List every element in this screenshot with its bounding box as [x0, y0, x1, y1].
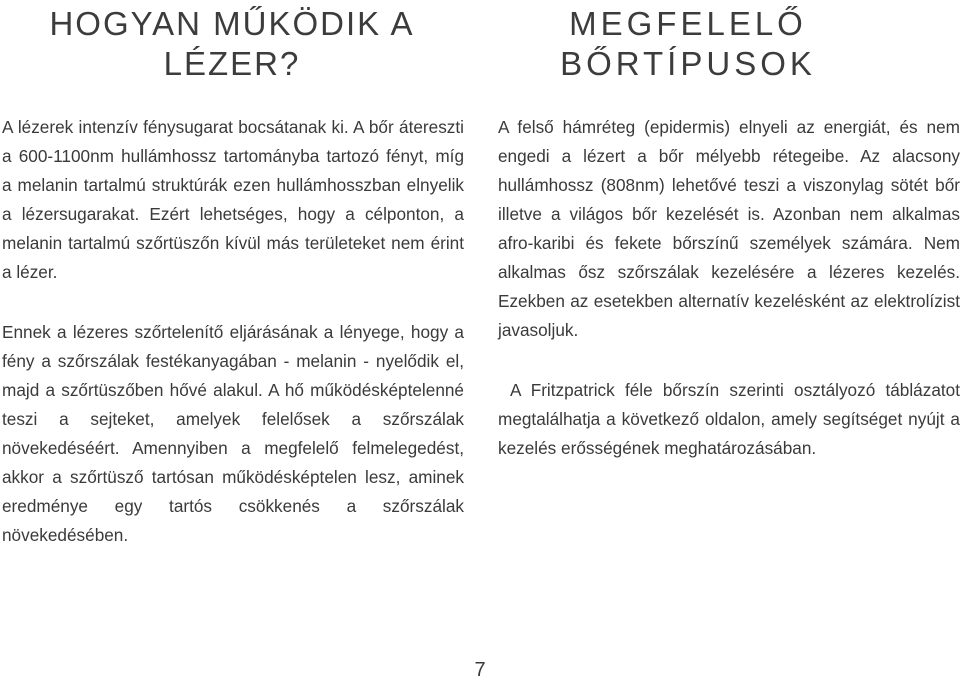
right-paragraph-1: A felső hámréteg (epidermis) elnyeli az energiát, és nem engedi a lézert a bőr mélyebb rétegeibe. Az alacsony hullámhossz (808nm) lehetővé teszi a viszonylag sötét bőr illetve a világos bőr kezelését is. Azonban nem alkalmas afro-karibi és fekete bőrszínű személyek számára. Nem alkalmas ősz szőrszálak kezelésére a lézeres kezelés. Ezekben az esetekben alternatív kezelésként az elektrolízist javasoljuk. — [498, 117, 960, 340]
left-paragraph-2: Ennek a lézeres szőrtelenítő eljárásának a lényege, hogy a fény a szőrszálak festékanyagában - melanin - nyelődik el, majd a szőrtüszőben hővé alakul. A hő működésképtelenné teszi a sejteket, amelyek felelősek a szőrszálak növekedéséért. Amennyiben a megfelelő felmelegedést, akkor a szőrtüsző tartósan működésképtelen lesz, aminek eredménye egy tartós csökkenés a szőrszálak növekedésében. — [2, 322, 464, 545]
right-heading-line2: BŐRTÍPUSOK — [560, 45, 816, 82]
left-heading-line2: LÉZER? — [163, 45, 301, 82]
right-heading — [498, 0, 878, 84]
right-heading-line1: MEGFELELŐ — [569, 5, 807, 42]
left-heading — [2, 0, 462, 84]
page-number: 7 — [474, 659, 486, 681]
left-heading-line1: HOGYAN MŰKÖDIK A — [49, 5, 415, 42]
right-paragraph-2: A Fritzpatrick féle bőrszín szerinti osztályozó táblázatot megtalálhatja a következő oldalon, amely segítséget nyújt a kezelés erősségének meghatározásában. — [498, 380, 960, 458]
left-column — [2, 0, 464, 545]
right-column — [498, 0, 960, 458]
left-paragraph-1: A lézerek intenzív fénysugarat bocsátanak ki. A bőr átereszti a 600-1100nm hullámhossz tartományba tartozó fényt, míg a melanin tartalmú struktúrák ezen hullámhosszban elnyelik a lézersugarakat. Ezért lehetséges, hogy a célponton, a melanin tartalmú szőrtüszőn kívül más területeket nem érint a lézer. — [2, 117, 464, 282]
